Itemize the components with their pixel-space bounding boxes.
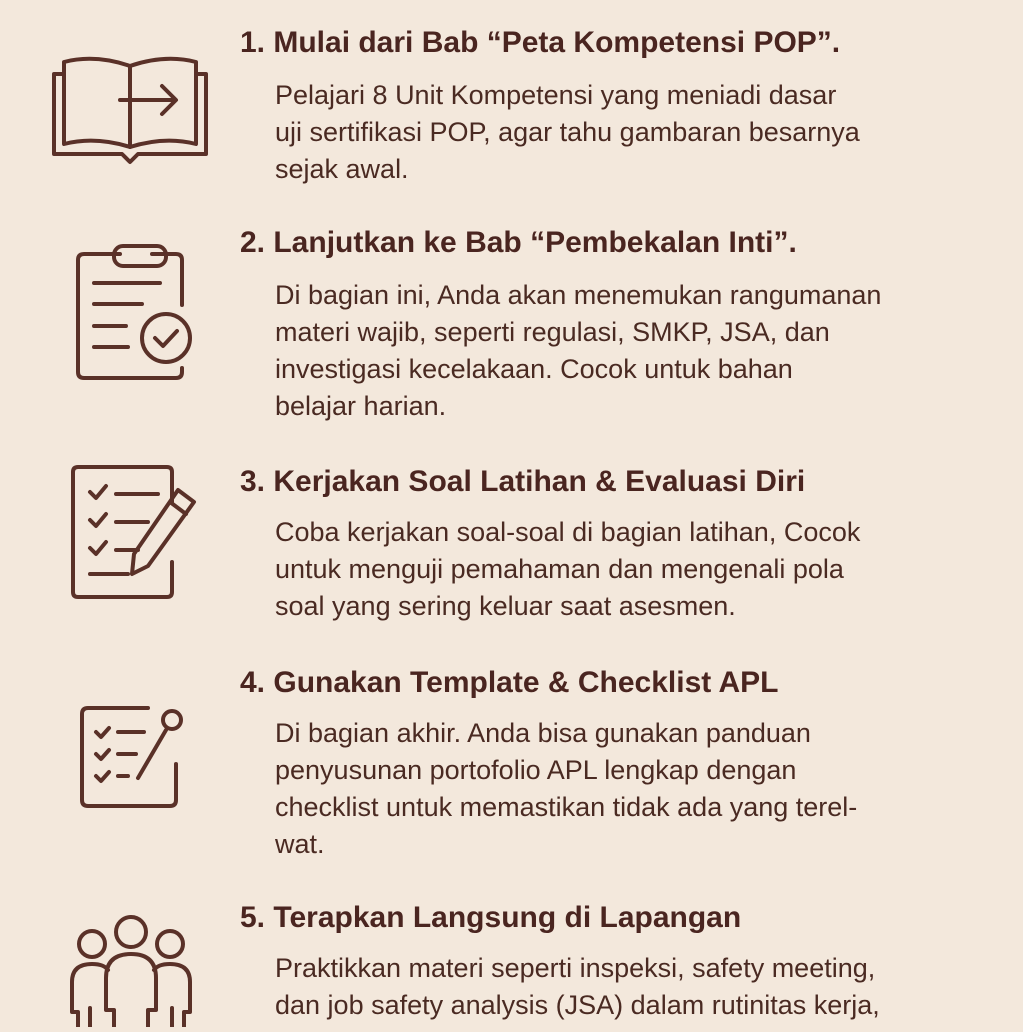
text-line: Coba kerjakan soal-soal di bagian latihan, Cocok xyxy=(275,517,861,547)
step-description xyxy=(275,514,860,625)
text-line: Di bagian akhir. Anda bisa gunakan panduan xyxy=(275,718,811,748)
text-line: checklist untuk memastikan tidak ada yang terel- xyxy=(275,792,858,822)
text-line: dan job safety analysis (JSA) dalam rutinitas kerja, xyxy=(275,990,880,1020)
text-line: investigasi kecelakaan. Cocok untuk bahan xyxy=(275,354,793,384)
text-line: soal yang sering keluar saat asesmen. xyxy=(275,591,736,621)
step-heading: 2. Lanjutkan ke Bab “Pembekalan Inti”. xyxy=(240,226,797,259)
step-description xyxy=(275,277,881,425)
step-heading: 5. Terapkan Langsung di Lapangan xyxy=(240,901,742,934)
text-line: untuk menguji pemahaman dan mengenali pola xyxy=(275,554,844,584)
text-line: sejak awal. xyxy=(275,154,409,184)
step-description xyxy=(275,715,857,863)
checklist-pencil-icon xyxy=(68,462,203,607)
text-line: belajar harian. xyxy=(275,391,447,421)
step-description xyxy=(275,950,880,1024)
text-line: wat. xyxy=(275,829,325,859)
text-line: materi wajib, seperti regulasi, SMKP, JSA, dan xyxy=(275,317,830,347)
text-line: uji sertifikasi POP, agar tahu gambaran besarnya xyxy=(275,117,860,147)
text-line: Di bagian ini, Anda akan menemukan rangumanan xyxy=(275,280,882,310)
text-line: Pelajari 8 Unit Kompetensi yang meniadi dasar xyxy=(275,80,837,110)
step-description xyxy=(275,77,860,188)
text-line: penyusunan portofolio APL lengkap dengan xyxy=(275,755,797,785)
text-line: Praktikkan materi seperti inspeksi, safety meeting, xyxy=(275,953,876,983)
step-heading: 3. Kerjakan Soal Latihan & Evaluasi Diri xyxy=(240,465,806,498)
checklist-template-icon xyxy=(78,702,188,817)
step-heading: 4. Gunakan Template & Checklist APL xyxy=(240,666,779,699)
open-book-arrow-icon xyxy=(50,52,210,172)
step-heading: 1. Mulai dari Bab “Peta Kompetensi POP”. xyxy=(240,26,841,59)
clipboard-check-icon xyxy=(72,240,197,390)
people-group-icon xyxy=(64,912,199,1032)
